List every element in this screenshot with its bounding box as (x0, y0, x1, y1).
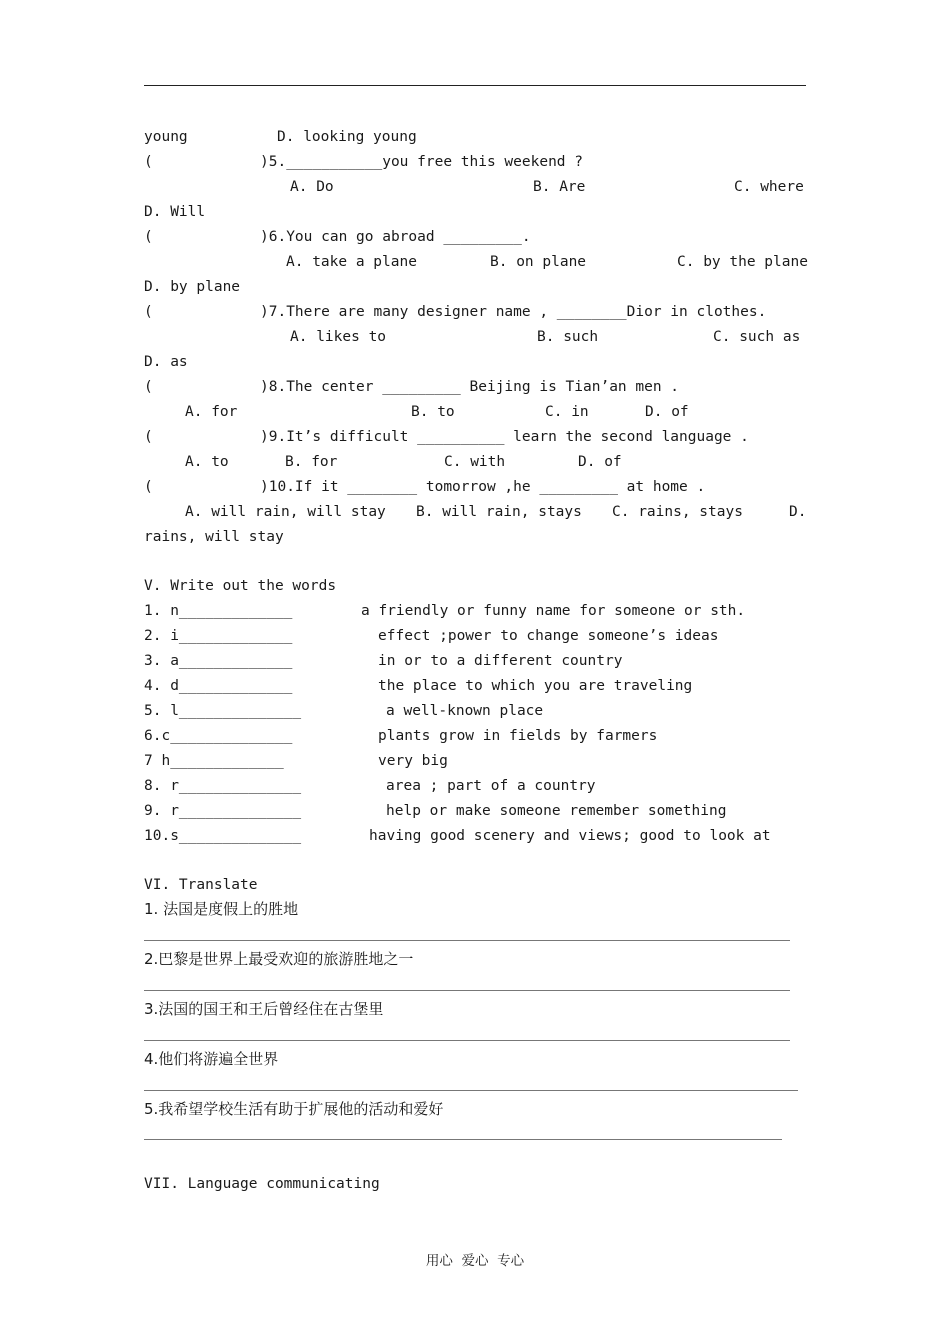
text-line: A. will rain, will stay (185, 504, 386, 520)
text-line: having good scenery and views; good to look at (369, 828, 771, 844)
text-line: D. by plane (144, 279, 241, 295)
header-rule (144, 85, 806, 86)
text-line: )7.There are many designer name , ________Dior in clothes. (260, 304, 767, 320)
text-line: ( (144, 304, 153, 320)
text-line: B. such (537, 329, 599, 345)
text-line: ( (144, 429, 153, 445)
text-line: D. looking young (277, 129, 417, 145)
text-line: VI. Translate (144, 877, 258, 893)
answer-line[interactable] (144, 990, 790, 991)
text-line: )5.___________you free this weekend ? (260, 154, 584, 170)
text-line: C. in (545, 404, 589, 420)
text-line: C. by the plane (677, 254, 808, 270)
text-line: 5. l______________ (144, 703, 302, 719)
text-line: A. for (185, 404, 238, 420)
text-line: ( (144, 479, 153, 495)
text-line: very big (378, 753, 448, 769)
text-line: )10.If it ________ tomorrow ,he _________ at home . (260, 479, 706, 495)
text-line: B. on plane (490, 254, 587, 270)
page-footer: 用心 爱心 专心 (425, 1253, 525, 1269)
text-line: A. Do (290, 179, 334, 195)
text-line: a well-known place (386, 703, 544, 719)
text-line: D. of (578, 454, 622, 470)
text-line: C. with (444, 454, 506, 470)
text-line: D. as (144, 354, 188, 370)
text-line: D. of (645, 404, 689, 420)
text-line: 7 h_____________ (144, 753, 284, 769)
text-line: 8. r______________ (144, 778, 302, 794)
text-line: VII. Language communicating (144, 1176, 380, 1192)
answer-line[interactable] (144, 1040, 790, 1041)
text-line: V. Write out the words (144, 578, 337, 594)
text-line: 1. n_____________ (144, 603, 293, 619)
text-line: ( (144, 229, 153, 245)
text-line: ( (144, 154, 153, 170)
text-line: )6.You can go abroad _________. (260, 229, 531, 245)
answer-line[interactable] (144, 940, 790, 941)
text-line: A. likes to (290, 329, 387, 345)
text-line: 6.c______________ (144, 728, 293, 744)
text-line: C. such as (713, 329, 801, 345)
text-line: 4.他们将游遍全世界 (144, 1050, 279, 1068)
text-line: A. to (185, 454, 229, 470)
text-line: 10.s______________ (144, 828, 302, 844)
text-line: rains, will stay (144, 529, 284, 545)
text-line: D. Will (144, 204, 206, 220)
text-line: plants grow in fields by farmers (378, 728, 658, 744)
text-line: in or to a different country (378, 653, 623, 669)
text-line: B. for (285, 454, 338, 470)
text-line: 9. r______________ (144, 803, 302, 819)
text-line: a friendly or funny name for someone or sth. (361, 603, 746, 619)
text-line: 2. i_____________ (144, 628, 293, 644)
text-line: B. to (411, 404, 455, 420)
text-line: B. Are (533, 179, 586, 195)
text-line: 3. a_____________ (144, 653, 293, 669)
text-line: A. take a plane (286, 254, 417, 270)
text-line: C. where (734, 179, 804, 195)
answer-line[interactable] (144, 1090, 798, 1091)
text-line: 5.我希望学校生活有助于扩展他的活动和爱好 (144, 1100, 444, 1118)
text-line: 1. 法国是度假上的胜地 (144, 900, 299, 918)
text-line: C. rains, stays (612, 504, 743, 520)
text-line: )8.The center _________ Beijing is Tian’an men . (260, 379, 680, 395)
text-line: the place to which you are traveling (378, 678, 693, 694)
answer-line[interactable] (144, 1139, 782, 1140)
text-line: young (144, 129, 188, 145)
text-line: )9.It’s difficult __________ learn the second language . (260, 429, 749, 445)
text-line: D. (789, 504, 807, 520)
text-line: B. will rain, stays (416, 504, 582, 520)
text-line: 2.巴黎是世界上最受欢迎的旅游胜地之一 (144, 950, 414, 968)
text-line: 4. d_____________ (144, 678, 293, 694)
text-line: 3.法国的国王和王后曾经住在古堡里 (144, 1000, 384, 1018)
text-line: effect ;power to change someone’s ideas (378, 628, 719, 644)
text-line: help or make someone remember something (386, 803, 727, 819)
text-line: ( (144, 379, 153, 395)
text-line: area ; part of a country (386, 778, 596, 794)
